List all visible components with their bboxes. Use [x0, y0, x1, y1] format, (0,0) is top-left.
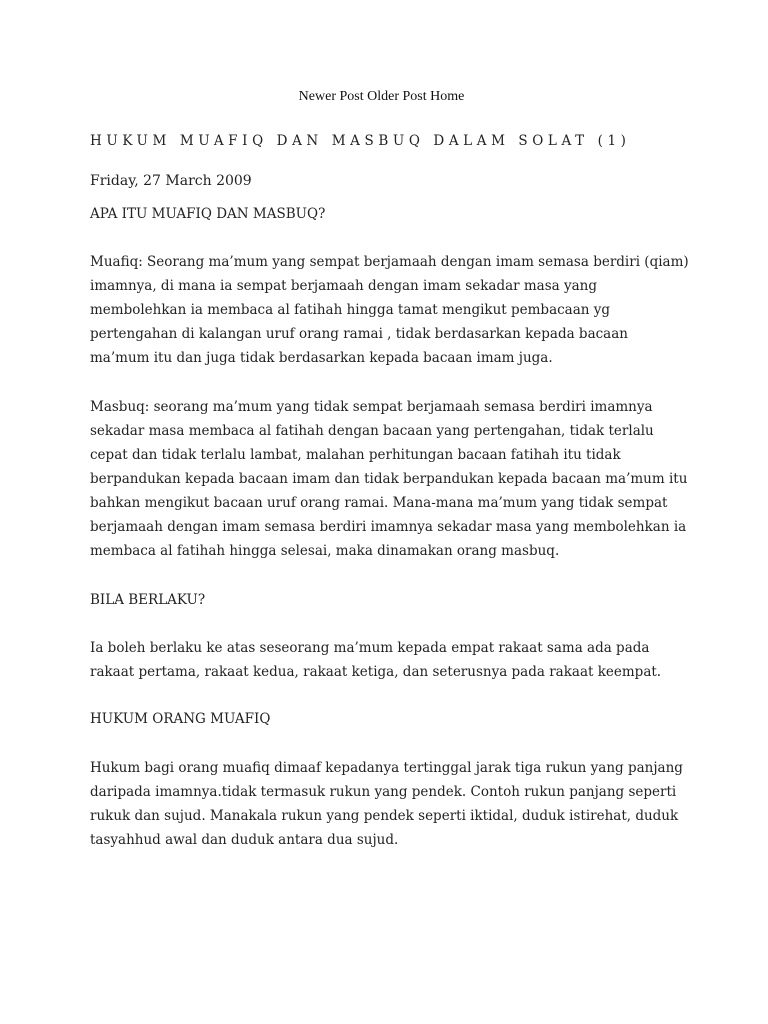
paragraph-muafiq: Muafiq: Seorang ma’mum yang sempat berjamaah dengan imam semasa berdiri (qiam) imamnya, di mana ia sempat berjamaah dengan imam sekadar masa yang membolehkan ia membaca al fatihah hingga tamat mengikut pembacaan yg pertengahan di kalangan uruf orang ramai , tidak berdasarkan kepada bacaan ma’mum itu dan juga tidak berdasarkan kepada bacaan imam juga. [90, 254, 689, 366]
paragraph-masbuq: Masbuq: seorang ma’mum yang tidak sempat berjamaah semasa berdiri imamnya sekadar masa membaca al fatihah dengan bacaan yang pertengahan, tidak terlalu cepat dan tidak terlalu lambat, malahan perhitungan bacaan fatihah itu tidak berpandukan kepada bacaan imam dan tidak berpandukan kepada bacaan ma’mum itu bahkan mengikut bacaan uruf orang ramai. Mana-mana ma’mum yang tidak sempat berjamaah dengan imam semasa berdiri imamnya sekadar masa yang membolehkan ia membaca al fatihah hingga selesai, maka dinamakan orang masbuq. [90, 399, 688, 559]
home-link[interactable]: Home [430, 89, 465, 104]
post-date: Friday, 27 March 2009 [90, 173, 252, 189]
post-navigation [90, 89, 673, 105]
section-heading-definition: APA ITU MUAFIQ DAN MASBUQ? [90, 206, 326, 222]
newer-post-link[interactable]: Newer Post [298, 89, 364, 104]
section-heading-when: BILA BERLAKU? [90, 592, 206, 608]
paragraph-muafiq-ruling: Hukum bagi orang muafiq dimaaf kepadanya tertinggal jarak tiga rukun yang panjang daripada imamnya.tidak termasuk rukun yang pendek. Contoh rukun panjang seperti rukuk dan sujud. Manakala rukun yang pendek seperti iktidal, duduk istirehat, duduk tasyahhud awal dan duduk antara dua sujud. [90, 760, 683, 848]
section-heading-muafiq-ruling: HUKUM ORANG MUAFIQ [90, 711, 271, 727]
older-post-link[interactable]: Older Post [367, 89, 427, 104]
paragraph-when: Ia boleh berlaku ke atas seseorang ma’mum kepada empat rakaat sama ada pada rakaat pertama, rakaat kedua, rakaat ketiga, dan seterusnya pada rakaat keempat. [90, 640, 662, 680]
post-title: HUKUM MUAFIQ DAN MASBUQ DALAM SOLAT (1) [90, 133, 631, 149]
